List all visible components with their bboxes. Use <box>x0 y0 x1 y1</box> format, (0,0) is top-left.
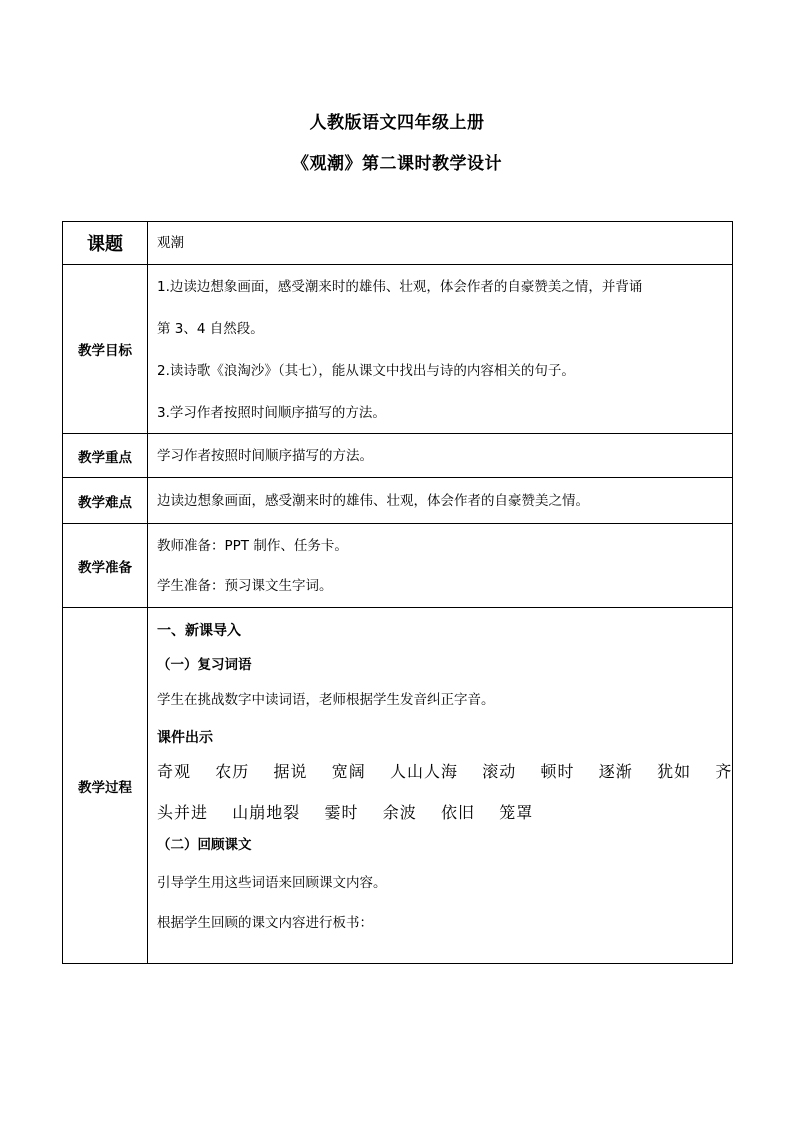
section-new-lesson-intro: 一、新课导入 <box>157 623 241 639</box>
key-point-value <box>148 434 733 478</box>
table-row-process <box>63 608 733 964</box>
lesson-plan-table <box>62 221 733 964</box>
document-subtitle: 《观潮》第二课时教学设计 <box>292 154 502 174</box>
topic-value <box>148 222 733 265</box>
preparation-label: 教学准备 <box>63 524 148 608</box>
table-row-topic <box>63 222 733 265</box>
courseware-heading: 课件出示 <box>157 730 213 746</box>
goals-label: 教学目标 <box>63 265 148 434</box>
table-row-key-point <box>63 434 733 478</box>
difficulty-label: 教学难点 <box>63 478 148 524</box>
goal-1-line-b: 第 3、4 自然段。 <box>157 321 264 337</box>
process-content <box>148 608 733 964</box>
table-row-difficulty <box>63 478 733 524</box>
difficulty-value <box>148 478 733 524</box>
table-row-goals <box>63 265 733 434</box>
key-point-label: 教学重点 <box>63 434 148 478</box>
vocabulary-line-1: 奇观 农历 据说 宽阔 人山人海 滚动 顿时 逐渐 犹如 齐 <box>157 762 733 781</box>
review-words-text: 学生在挑战数字中读词语，老师根据学生发音纠正字音。 <box>157 692 495 708</box>
vocabulary-line-2: 头并进 山崩地裂 霎时 余波 依旧 笼罩 <box>157 803 534 822</box>
table-row-preparation <box>63 524 733 608</box>
difficulty-text: 边读边想象画面，感受潮来时的雄伟、壮观，体会作者的自豪赞美之情。 <box>157 492 589 509</box>
topic-label: 课题 <box>63 222 148 265</box>
teacher-prep: 教师准备：PPT 制作、任务卡。 <box>157 537 348 554</box>
key-point-text: 学习作者按照时间顺序描写的方法。 <box>157 447 373 464</box>
student-prep: 学生准备：预习课文生字词。 <box>157 577 333 594</box>
goals-content <box>148 265 733 434</box>
review-text-instruction: 引导学生用这些词语来回顾课文内容。 <box>157 875 387 891</box>
goal-2: 2.读诗歌《浪淘沙》（其七），能从课文中找出与诗的内容相关的句子。 <box>157 363 575 379</box>
preparation-content <box>148 524 733 608</box>
goal-3: 3.学习作者按照时间顺序描写的方法。 <box>157 405 386 421</box>
blackboard-instruction: 根据学生回顾的课文内容进行板书： <box>157 915 373 931</box>
goal-1-line-a: 1.边读边想象画面，感受潮来时的雄伟、壮观，体会作者的自豪赞美之情，并背诵 <box>157 279 643 295</box>
subsection-review-words: （一）复习词语 <box>157 657 252 673</box>
process-label: 教学过程 <box>63 608 148 964</box>
subsection-review-text: （二）回顾课文 <box>157 837 252 853</box>
topic-value-text: 观潮 <box>157 235 184 251</box>
document-title: 人教版语文四年级上册 <box>309 113 485 133</box>
